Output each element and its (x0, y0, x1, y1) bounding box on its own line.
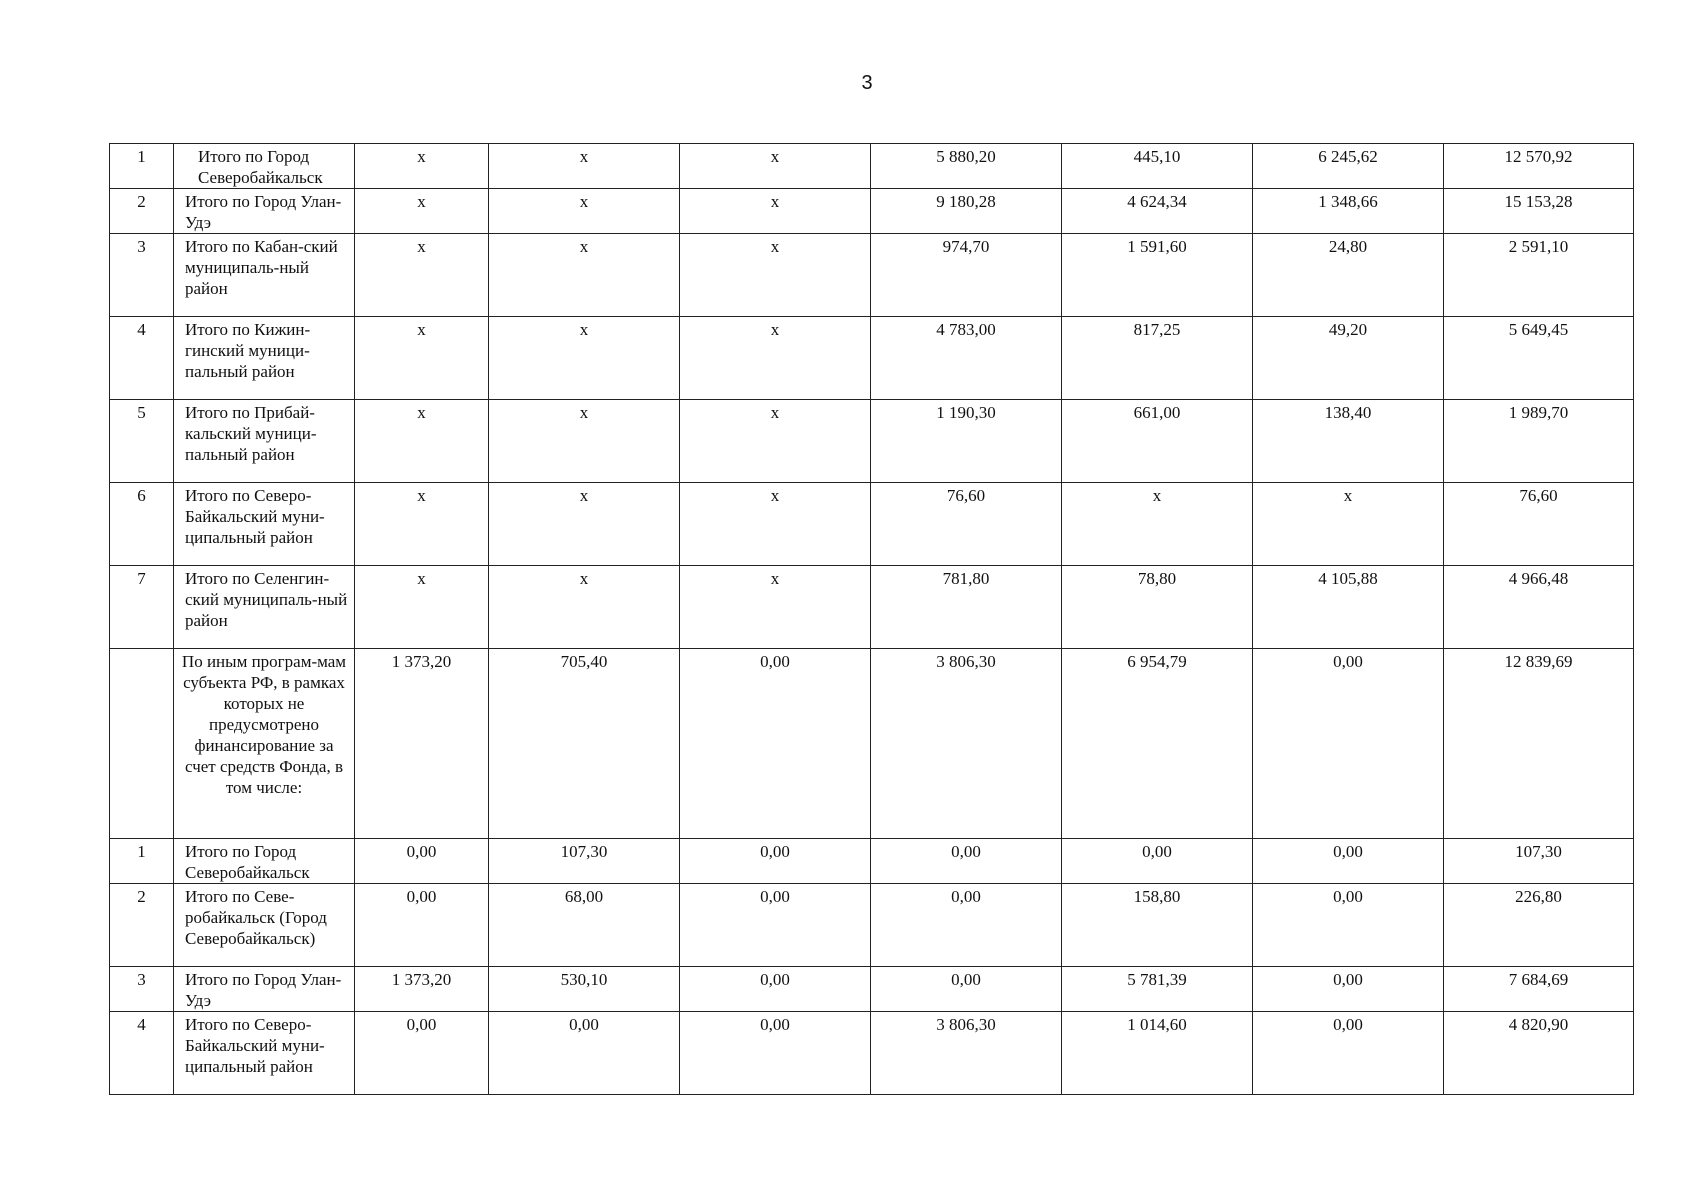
cell-value: 0,00 (1253, 1012, 1444, 1095)
cell-value: 4 624,34 (1062, 189, 1253, 234)
cell-value: х (355, 566, 489, 649)
cell-value: 226,80 (1444, 884, 1634, 967)
cell-value: х (355, 317, 489, 400)
table-row (110, 483, 1634, 566)
table-row (110, 400, 1634, 483)
row-name: Итого по Севе-робайкальск (Город Северобайкальск) (174, 884, 355, 967)
cell-value: 76,60 (1444, 483, 1634, 566)
cell-value: 0,00 (1253, 884, 1444, 967)
cell-value: х (489, 144, 680, 189)
row-number: 5 (110, 400, 174, 483)
cell-value: 49,20 (1253, 317, 1444, 400)
table-row (110, 189, 1634, 234)
cell-value: 24,80 (1253, 234, 1444, 317)
cell-value: 158,80 (1062, 884, 1253, 967)
cell-value: х (489, 566, 680, 649)
row-name: Итого по Северо-Байкальский муни-ципальный район (174, 483, 355, 566)
cell-value: 4 783,00 (871, 317, 1062, 400)
cell-value: 1 373,20 (355, 649, 489, 839)
cell-value: 5 649,45 (1444, 317, 1634, 400)
cell-value: 12 839,69 (1444, 649, 1634, 839)
row-number: 3 (110, 234, 174, 317)
cell-value: х (680, 234, 871, 317)
cell-value: 76,60 (871, 483, 1062, 566)
cell-value: х (355, 144, 489, 189)
cell-value: 3 806,30 (871, 1012, 1062, 1095)
cell-value: х (489, 189, 680, 234)
cell-value: х (680, 483, 871, 566)
table-row (110, 1012, 1634, 1095)
cell-value: 6 954,79 (1062, 649, 1253, 839)
table-row (110, 317, 1634, 400)
cell-value: х (489, 483, 680, 566)
row-number (110, 649, 174, 839)
row-number: 1 (110, 839, 174, 884)
data-table (109, 143, 1634, 1095)
cell-value: 0,00 (1062, 839, 1253, 884)
table-row (110, 566, 1634, 649)
cell-value: 0,00 (680, 967, 871, 1012)
cell-value: 1 190,30 (871, 400, 1062, 483)
cell-value: 1 591,60 (1062, 234, 1253, 317)
cell-value: 68,00 (489, 884, 680, 967)
cell-value: х (489, 317, 680, 400)
cell-value: 0,00 (871, 839, 1062, 884)
row-name: Итого по Прибай-кальский муници-пальный район (174, 400, 355, 483)
cell-value: х (680, 317, 871, 400)
cell-value: 2 591,10 (1444, 234, 1634, 317)
table-row (110, 967, 1634, 1012)
cell-value: 4 820,90 (1444, 1012, 1634, 1095)
row-number: 7 (110, 566, 174, 649)
cell-value: х (680, 144, 871, 189)
row-name: Итого по Город Северобайкальск (174, 839, 355, 884)
cell-value: х (680, 566, 871, 649)
row-name: Итого по Кабан-ский муниципаль-ный район (174, 234, 355, 317)
cell-value: 0,00 (680, 649, 871, 839)
cell-value: 0,00 (871, 967, 1062, 1012)
cell-value: х (680, 189, 871, 234)
cell-value: 0,00 (871, 884, 1062, 967)
cell-value: 107,30 (489, 839, 680, 884)
cell-value: 781,80 (871, 566, 1062, 649)
row-number: 1 (110, 144, 174, 189)
cell-value: 974,70 (871, 234, 1062, 317)
cell-value: 6 245,62 (1253, 144, 1444, 189)
cell-value: 15 153,28 (1444, 189, 1634, 234)
cell-value: 0,00 (1253, 967, 1444, 1012)
cell-value: 0,00 (1253, 649, 1444, 839)
cell-value: х (355, 400, 489, 483)
row-name: Итого по Селенгин-ский муниципаль-ный район (174, 566, 355, 649)
row-number: 4 (110, 1012, 174, 1095)
cell-value: 530,10 (489, 967, 680, 1012)
row-number: 2 (110, 884, 174, 967)
cell-value: 4 966,48 (1444, 566, 1634, 649)
cell-value: х (355, 234, 489, 317)
cell-value: 1 348,66 (1253, 189, 1444, 234)
cell-value: 0,00 (489, 1012, 680, 1095)
cell-value: 7 684,69 (1444, 967, 1634, 1012)
row-name: Итого по Город Улан-Удэ (174, 189, 355, 234)
cell-value: 661,00 (1062, 400, 1253, 483)
cell-value: 0,00 (1253, 839, 1444, 884)
cell-value: х (355, 483, 489, 566)
table-row (110, 839, 1634, 884)
row-name: Итого по Северо-Байкальский муни-ципальный район (174, 1012, 355, 1095)
cell-value: 0,00 (680, 884, 871, 967)
cell-value: 705,40 (489, 649, 680, 839)
cell-value: 0,00 (355, 884, 489, 967)
cell-value: 0,00 (355, 839, 489, 884)
cell-value: 12 570,92 (1444, 144, 1634, 189)
row-number: 6 (110, 483, 174, 566)
cell-value: 0,00 (680, 839, 871, 884)
row-number: 2 (110, 189, 174, 234)
cell-value: 1 014,60 (1062, 1012, 1253, 1095)
cell-value: 5 880,20 (871, 144, 1062, 189)
row-number: 4 (110, 317, 174, 400)
row-name: Итого по Город Северобайкальск (174, 144, 355, 189)
cell-value: 138,40 (1253, 400, 1444, 483)
cell-value: х (489, 400, 680, 483)
cell-value: 445,10 (1062, 144, 1253, 189)
cell-value: 9 180,28 (871, 189, 1062, 234)
cell-value: х (489, 234, 680, 317)
cell-value: 78,80 (1062, 566, 1253, 649)
cell-value: 0,00 (355, 1012, 489, 1095)
cell-value: 1 373,20 (355, 967, 489, 1012)
cell-value: 4 105,88 (1253, 566, 1444, 649)
cell-value: 1 989,70 (1444, 400, 1634, 483)
cell-value: х (1253, 483, 1444, 566)
table-row (110, 144, 1634, 189)
cell-value: 107,30 (1444, 839, 1634, 884)
cell-value: 0,00 (680, 1012, 871, 1095)
table-row (110, 234, 1634, 317)
row-number: 3 (110, 967, 174, 1012)
cell-value: 5 781,39 (1062, 967, 1253, 1012)
row-name: По иным програм-мам субъекта РФ, в рамках которых не предусмотрено финансирование за счет средств Фонда, в том числе: (174, 649, 355, 839)
row-name: Итого по Кижин-гинский муници-пальный район (174, 317, 355, 400)
page-number: 3 (861, 72, 873, 94)
table-row (110, 884, 1634, 967)
cell-value: 817,25 (1062, 317, 1253, 400)
cell-value: х (1062, 483, 1253, 566)
row-name: Итого по Город Улан-Удэ (174, 967, 355, 1012)
cell-value: 3 806,30 (871, 649, 1062, 839)
table-row (110, 649, 1634, 839)
cell-value: х (355, 189, 489, 234)
cell-value: х (680, 400, 871, 483)
